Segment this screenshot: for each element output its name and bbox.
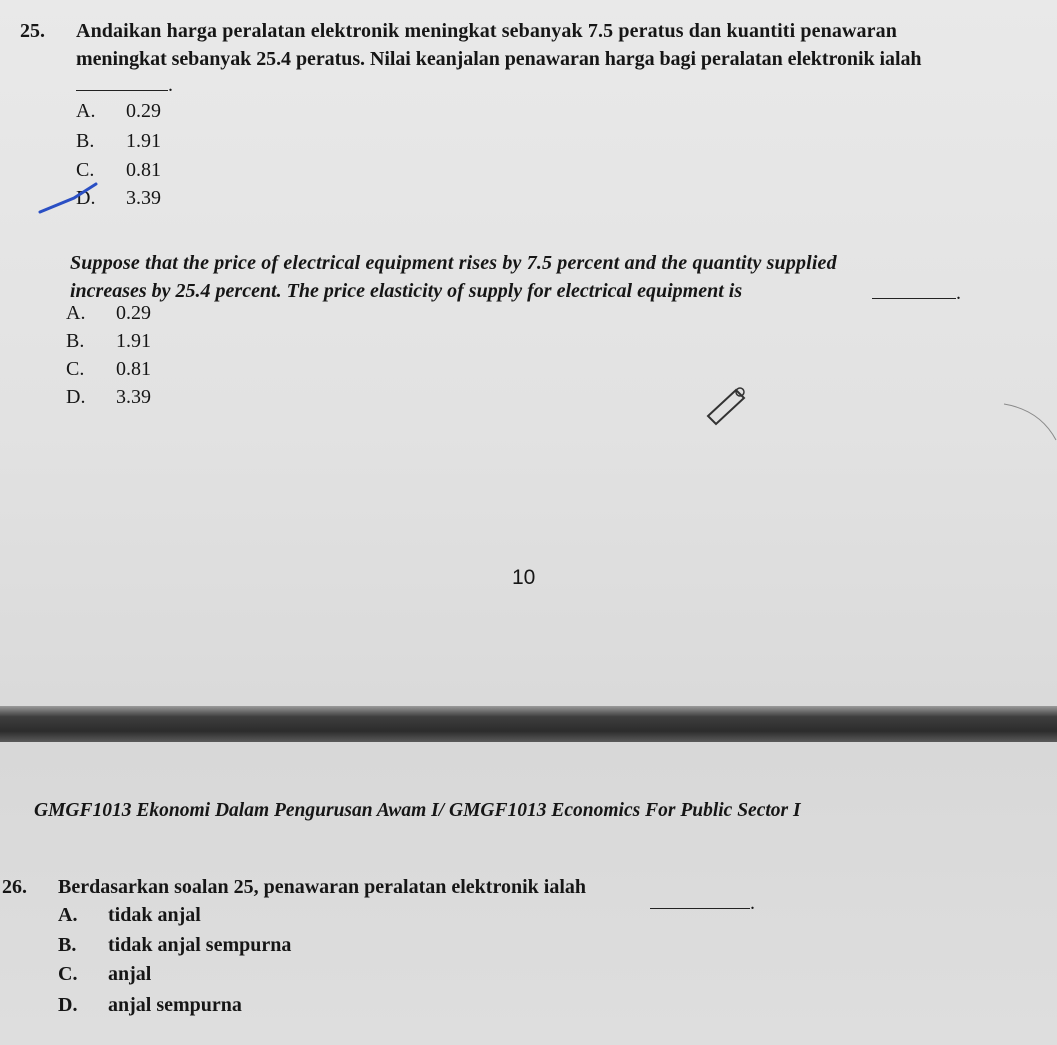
option-value: anjal [108,963,152,985]
option-letter: A. [58,904,78,926]
q25-english-blank-end: . [956,282,961,304]
pen-tick-mark [40,184,96,212]
option-value: 3.39 [116,386,151,408]
option-letter: A. [66,302,86,324]
option-value: anjal sempurna [108,994,242,1016]
option-letter: C. [76,159,95,181]
paper-edge-curve [1004,404,1056,440]
option-letter: B. [76,130,95,152]
q25-malay-blank-end: . [168,74,173,96]
page-number: 10 [512,566,536,589]
q26-blank-end: . [750,892,755,914]
pencil-cursor-icon [708,388,744,424]
option-letter: D. [58,994,78,1016]
option-letter: B. [58,934,77,956]
course-header: GMGF1013 Ekonomi Dalam Pengurusan Awam I/ GMGF1013 Economics For Public Sector I [34,800,801,821]
option-value: 0.81 [116,358,151,380]
q26-text: Berdasarkan soalan 25, penawaran peralatan elektronik ialah [58,876,587,898]
option-value: 0.29 [116,302,151,324]
option-letter: B. [66,330,85,352]
option-value: 1.91 [116,330,151,352]
option-value: 0.29 [126,100,161,122]
option-value: tidak anjal sempurna [108,934,292,956]
option-value: 0.81 [126,159,161,181]
option-value: tidak anjal [108,904,201,926]
q25-english-line1: Suppose that the price of electrical equipment rises by 7.5 percent and the quantity supplied [70,252,837,274]
q25-malay-line2: meningkat sebanyak 25.4 peratus. Nilai keanjalan penawaran harga bagi peralatan elektronik ialah [76,48,922,70]
q25-number: 25. [20,20,45,42]
option-value: 1.91 [126,130,161,152]
option-letter: C. [58,963,78,985]
q25-english-line2: increases by 25.4 percent. The price elasticity of supply for electrical equipment is [70,280,743,302]
option-value: 3.39 [126,187,161,209]
q25-malay-line1: Andaikan harga peralatan elektronik meningkat sebanyak 7.5 peratus dan kuantiti penawaran [76,20,898,42]
option-letter: A. [76,100,96,122]
q26-number: 26. [2,876,27,898]
option-letter: D. [76,187,96,209]
option-letter: D. [66,386,86,408]
option-letter: C. [66,358,85,380]
